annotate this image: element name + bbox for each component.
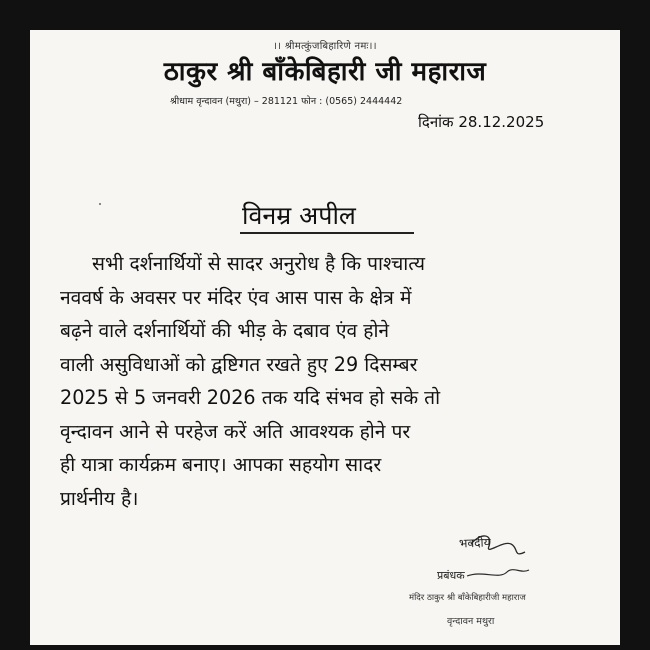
- body-line: वृन्दावन आने से परहेज करें अति आवश्यक होने पर: [60, 419, 411, 443]
- signatory-role: प्रबंधक: [437, 569, 465, 582]
- body-line: सभी दर्शनार्थियों से सादर अनुरोध है कि पाश्चात्य: [92, 252, 425, 275]
- body-line: बढ़ने वाले दर्शनार्थियों की भीड़ के दबाव एंव होने: [60, 319, 390, 342]
- blessing-line: ।। श्रीमत्कुंजबिहारिणे नमः।।: [273, 41, 377, 52]
- notice-heading: विनम्र अपील: [242, 201, 356, 230]
- signature-valediction: भवदीय: [458, 535, 491, 551]
- letter-page: [30, 30, 620, 645]
- body-line: नववर्ष के अवसर पर मंदिर एंव आस पास के क्षेत्र में: [60, 285, 412, 309]
- temple-address: श्रीधाम वृन्दावन (मथुरा) – 281121 फोन : (0565) 2444442: [170, 96, 403, 107]
- temple-title: ठाकुर श्री बाँकेबिहारी जी महाराज: [163, 57, 487, 87]
- notice-body: [60, 247, 570, 515]
- body-line: ही यात्रा कार्यक्रम बनाए। आपका सहयोग सादर: [60, 453, 382, 476]
- heading-underline: [240, 232, 414, 234]
- body-line: वाली असुविधाओं को द्वष्टिगत रखते हुए 29 दिसम्बर: [60, 352, 418, 376]
- body-line: प्रार्थनीय है।: [60, 486, 139, 510]
- letter-date: दिनांक 28.12.2025: [418, 113, 545, 131]
- signatory-place: वृन्दावन मथुरा: [447, 616, 495, 627]
- signatory-organization: मंदिर ठाकुर श्री बाँकेबिहारीजी महाराज: [409, 593, 526, 603]
- paper-speck: [99, 203, 101, 205]
- body-line: 2025 से 5 जनवरी 2026 तक यदि संभव हो सके तो: [60, 386, 441, 409]
